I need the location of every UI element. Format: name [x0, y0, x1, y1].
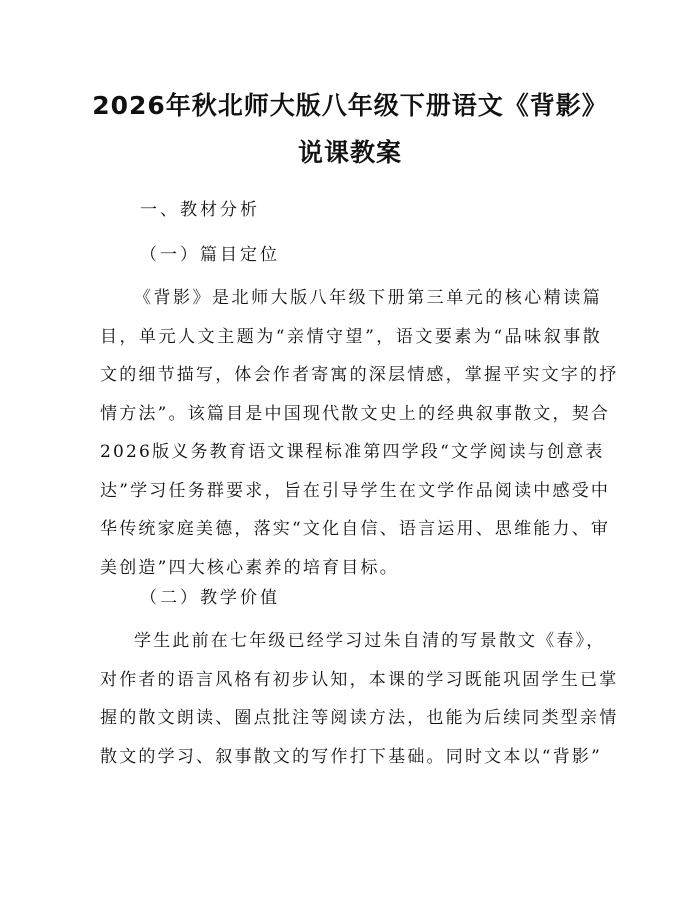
subsection-heading-positioning: （一）篇目定位 — [140, 245, 280, 265]
paragraph-line: 美创造”四大核心素养的培育目标。 — [100, 557, 399, 578]
paragraph-positioning — [100, 279, 619, 587]
paragraph-teaching-value — [100, 622, 619, 776]
paragraph-line: 情方法”。该篇目是中国现代散文史上的经典叙事散文，契合 — [100, 403, 611, 424]
paragraph-line: 对作者的语言风格有初步认知，本课的学习既能巩固学生已掌 — [100, 669, 619, 690]
paragraph-line: 学生此前在七年级已经学习过朱自清的写景散文《春》， — [134, 631, 606, 651]
paragraph-line: 散文的学习、叙事散文的写作打下基础。同时文本以“背影” — [100, 746, 602, 767]
paragraph-line: 握的散文朗读、圈点批注等阅读方法，也能为后续同类型亲情 — [100, 708, 619, 728]
paragraph-line: 华传统家庭美德，落实“文化自信、语言运用、思维能力、审 — [100, 519, 611, 539]
paragraph-line: 目，单元人文主题为“亲情守望”，语文要素为“品味叙事散 — [100, 326, 602, 347]
subsection-heading-teaching-value: （二）教学价值 — [140, 588, 280, 608]
section-heading-textbook-analysis: 一、教材分析 — [140, 200, 260, 220]
paragraph-line: 2026版义务教育语文课程标准第四学段“文学阅读与创意表 — [100, 442, 605, 462]
document-title: 2026年秋北师大版八年级下册语文《背影》 — [92, 91, 608, 120]
paragraph-line: 达”学习任务群要求，旨在引导学生在文学作品阅读中感受中 — [100, 480, 611, 501]
paragraph-line: 《背影》是北师大版八年级下册第三单元的核心精读篇 — [134, 288, 602, 308]
document-subtitle: 说课教案 — [297, 138, 402, 167]
paragraph-line: 文的细节描写，体会作者寄寓的深层情感，掌握平实文字的抒 — [100, 365, 619, 385]
